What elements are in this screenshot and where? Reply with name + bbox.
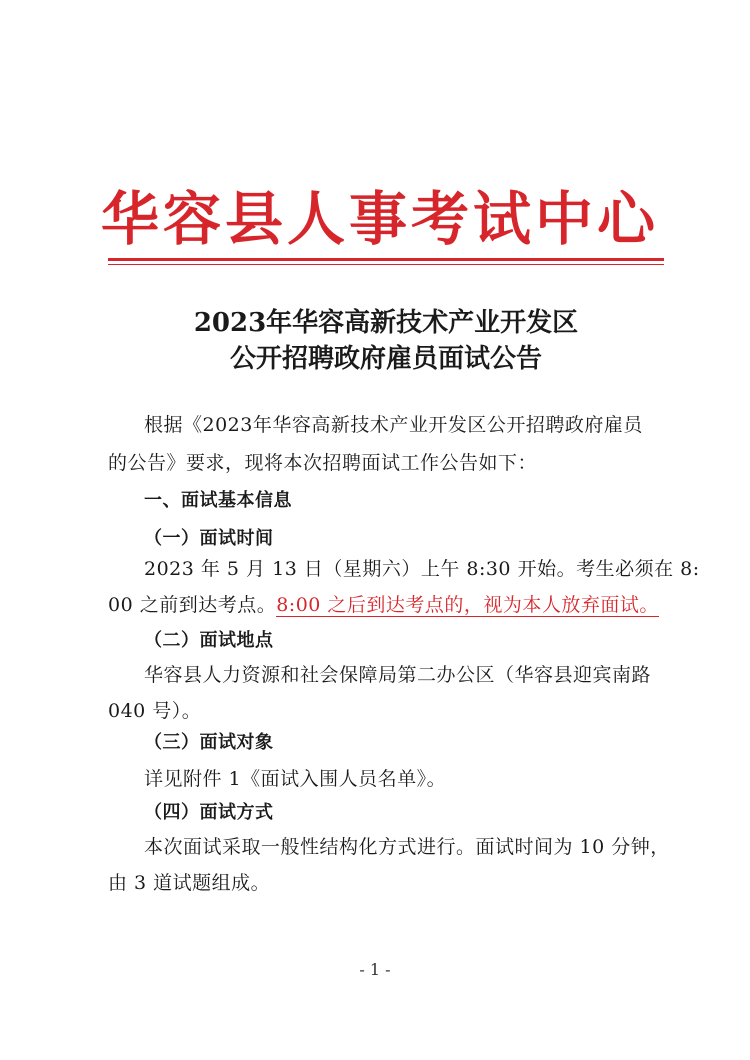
sub3-heading: （三）面试对象 (144, 732, 274, 753)
sub2-line-1: 华容县人力资源和社会保障局第二办公区（华容县迎宾南路 (144, 664, 652, 686)
sub4-heading: （四）面试方式 (144, 802, 274, 823)
sub4-line-2: 由 3 道试题组成。 (108, 872, 271, 894)
sub1-heading: （一）面试时间 (144, 528, 274, 549)
sub3-line-1: 详见附件 1《面试入围人员名单》。 (144, 768, 447, 790)
sub2-heading: （二）面试地点 (144, 630, 274, 651)
intro-line-2: 的公告》要求，现将本次招聘面试工作公告如下： (108, 452, 538, 474)
sub1-line-2-plain: 00 之前到达考点。 (108, 594, 277, 616)
letterhead-divider-thin (108, 264, 664, 265)
document-title-line2: 公开招聘政府雇员面试公告 (229, 344, 542, 374)
intro-line-1: 根据《2023年华容高新技术产业开发区公开招聘政府雇员 (144, 414, 643, 436)
sub4-line-1: 本次面试采取一般性结构化方式进行。面试时间为 10 分钟， (144, 836, 670, 858)
org-letterhead-title: 华容县人事考试中心 (100, 185, 659, 253)
sub1-line-2 (108, 590, 659, 617)
section1-heading: 一、面试基本信息 (144, 490, 292, 511)
sub2-line-2: 040 号）。 (108, 700, 202, 722)
sub1-line-1: 2023 年 5 月 13 日（星期六）上午 8:30 开始。考生必须在 8: (144, 558, 700, 580)
page-number: - 1 - (359, 960, 391, 979)
document-title-line1: 2023年华容高新技术产业开发区 (193, 308, 579, 338)
sub1-warning-text: 8:00 之后到达考点的，视为本人放弃面试。 (276, 594, 659, 616)
letterhead-divider-thick (108, 258, 664, 261)
